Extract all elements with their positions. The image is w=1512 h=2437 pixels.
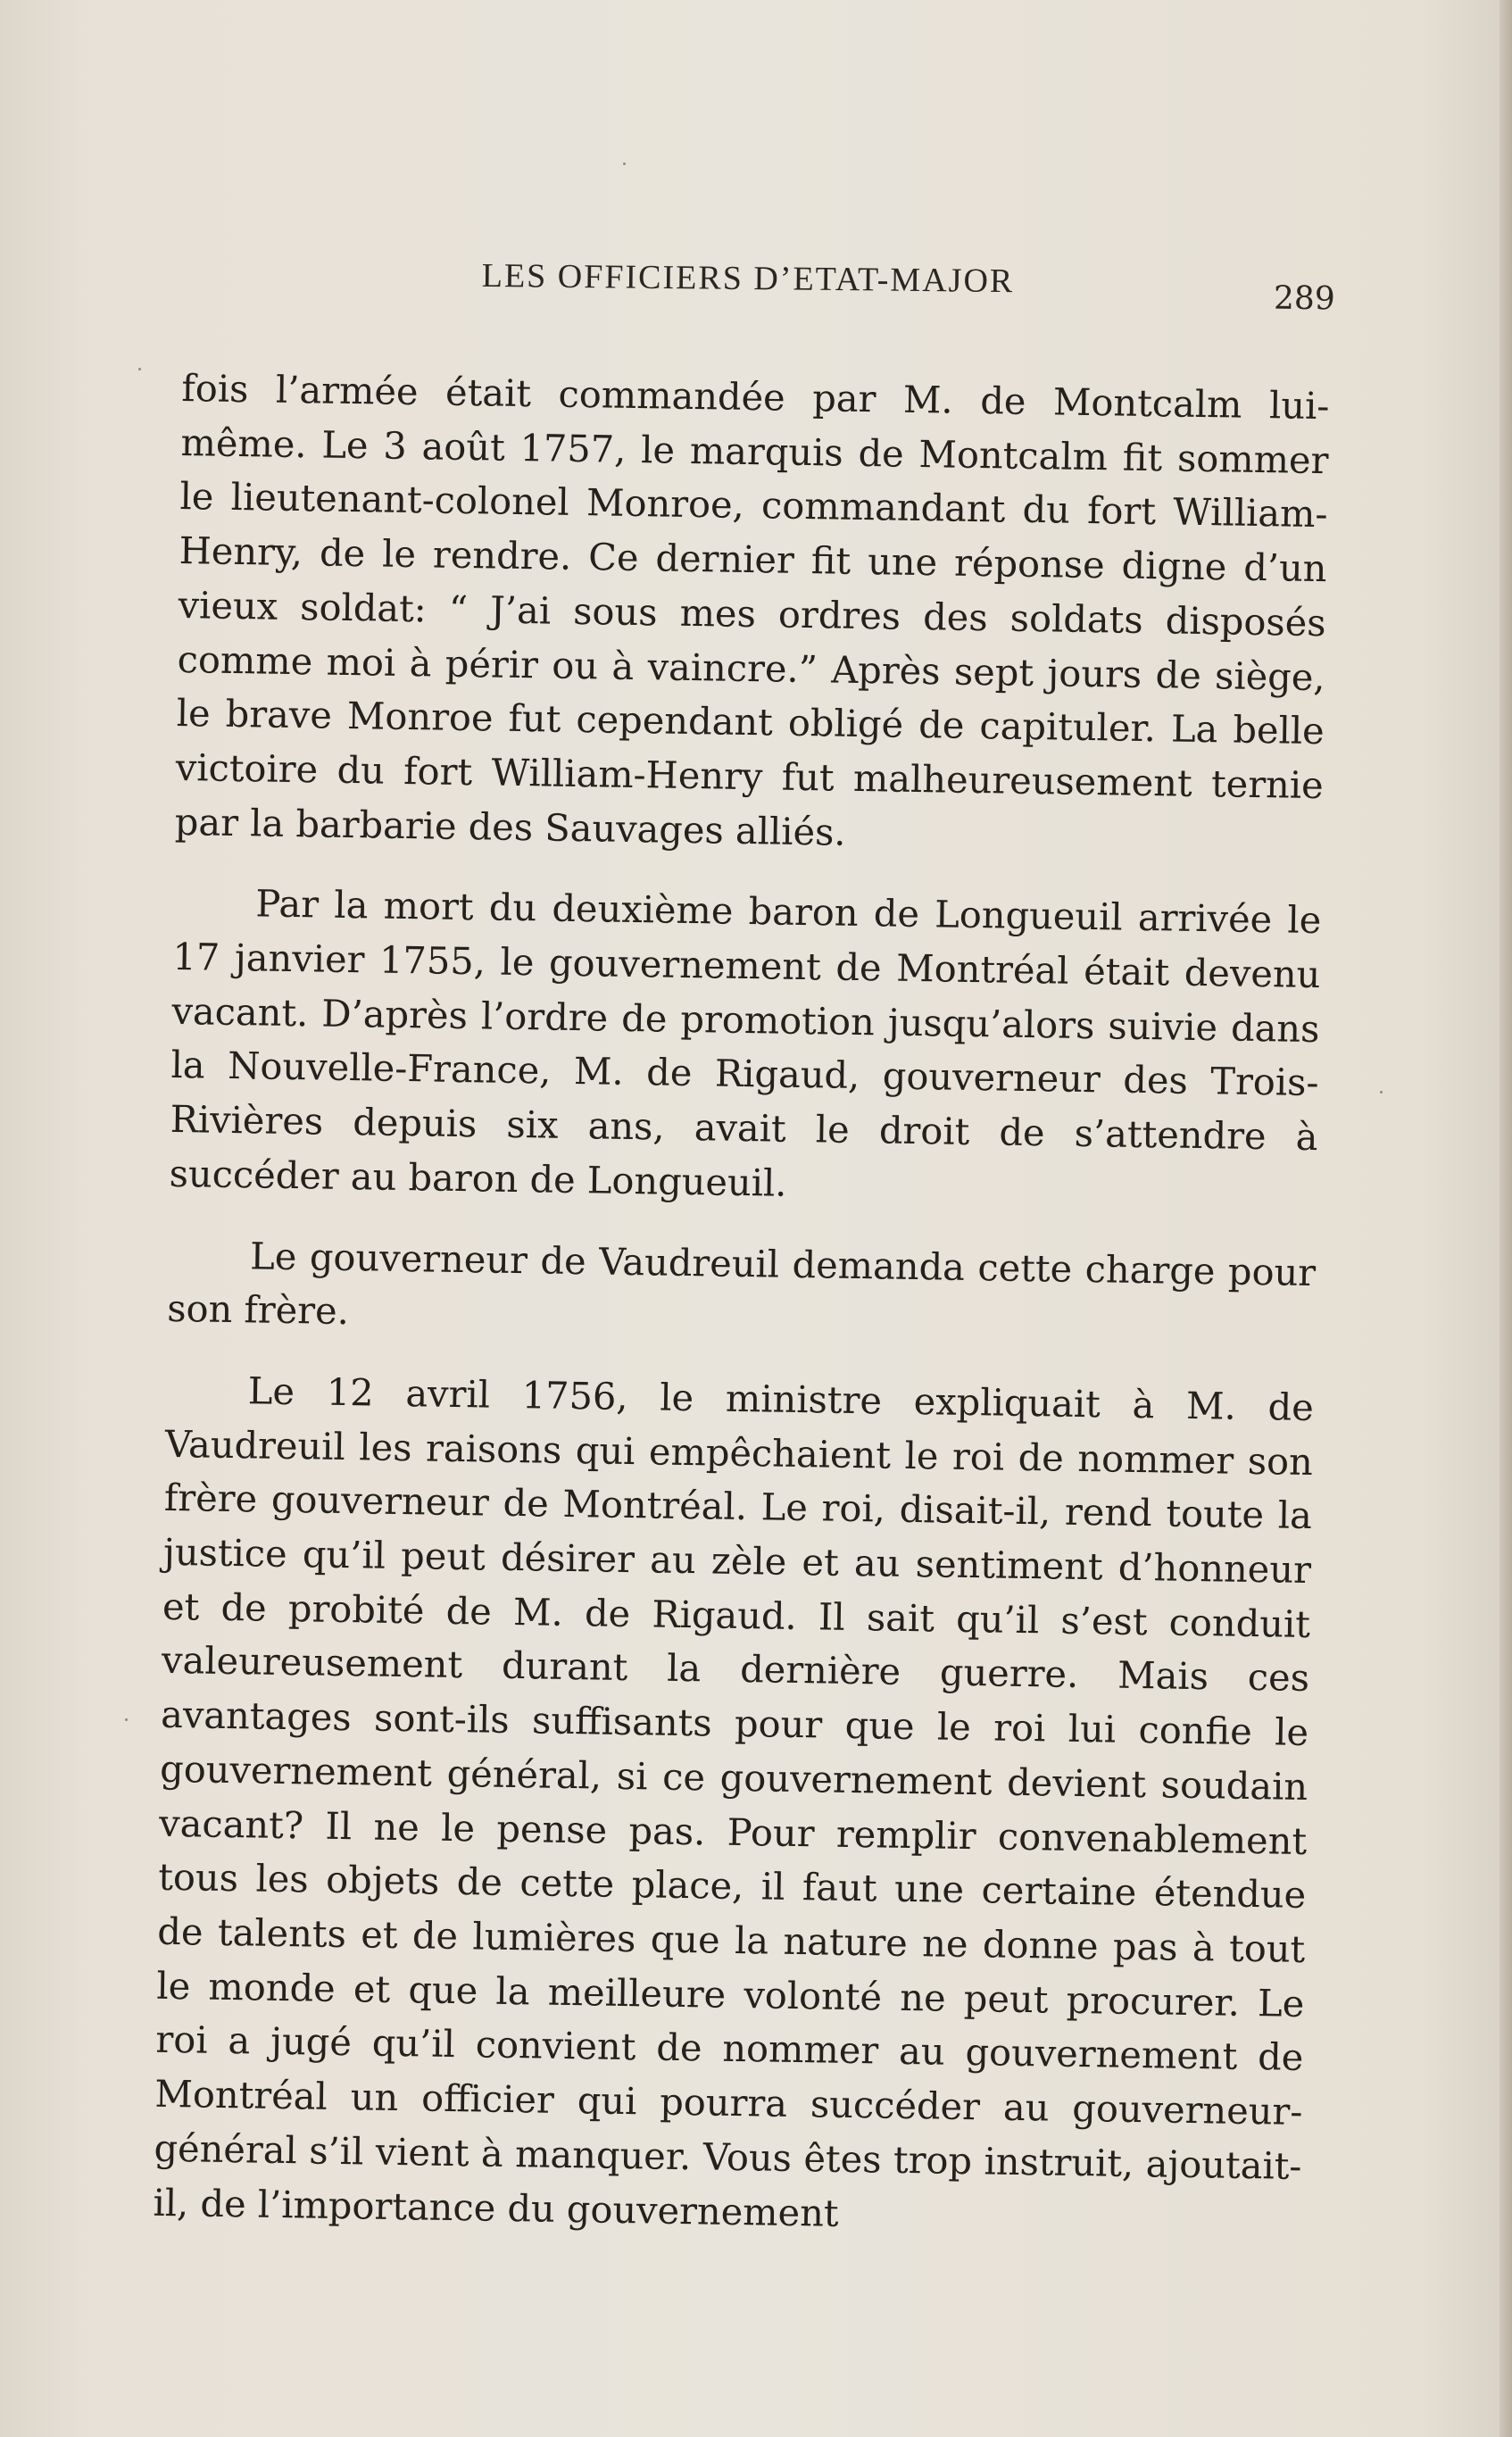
paragraph: Le 12 avril 1756, le ministre expliquait à M. de Vaudreuil les raisons qui empêchaient le roi de nommer son frère gouverneur de Montréal. Le roi, disait-il, rend toute la justice qu’il peut désirer au zèle et au sentiment d’honneur et de probité de M. de Rigaud. Il sait qu’il s’est conduit valeureusement durant la dernière guerre. Mais ces avantages sont-ils suffisants pour que le roi lui confie le gouvernement général, si ce gouvernement devient soudain vacant? Il ne le pense pas. Pour remplir convenablement tous les objets de cette place, il faut une certaine étendue de talents et de lumières que la nature ne donne pas à tout le monde et que la meilleure volonté ne peut procurer. Le roi a jugé qu’il convient de nommer au gouvernement de Montréal un officier qui pourra succéder au gouverneur-général s’il vient à manquer. Vous êtes trop instruit, ajoutait-il, de l’importance du gouvernement xyxy=(153,1368,1315,2235)
paper-speck xyxy=(138,368,141,370)
paper-speck xyxy=(1380,1091,1383,1094)
page-edge xyxy=(1500,0,1512,2437)
running-head xyxy=(161,256,1336,318)
page-number: 289 xyxy=(1274,279,1336,318)
paragraph: Le gouverneur de Vaudreuil demanda cette charge pour son frère. xyxy=(166,1233,1317,1334)
running-title: LES OFFICIERS D’ETAT-MAJOR xyxy=(481,256,1015,301)
body-text xyxy=(153,362,1330,2248)
paper-speck xyxy=(623,162,626,165)
paper-speck xyxy=(125,1718,128,1721)
paragraph: fois l’armée était commandée par M. de Montcalm lui-même. Le 3 août 1757, le marquis de Montcalm fit sommer le lieutenant-colonel Monroe, commandant du fort William-Henry, de le rendre. Ce dernier fit une réponse digne d’un vieux soldat: “ J’ai sous mes ordres des soldats disposés comme moi à périr ou à vaincre.” Après sept jours de siège, le brave Monroe fut cependant obligé de capituler. La belle victoire du fort William-Henry fut malheureusement ternie par la barbarie des Sauvages alliés. xyxy=(174,365,1330,854)
paragraph: Par la mort du deuxième baron de Longueuil arrivée le 17 janvier 1755, le gouvernement de Montréal était devenu vacant. D’après l’ordre de promotion jusqu’alors suivie dans la Nouvelle-France, M. de Rigaud, gouverneur des Trois-Rivières depuis six ans, avait le droit de s’attendre à succéder au baron de Longueuil. xyxy=(169,881,1322,1205)
